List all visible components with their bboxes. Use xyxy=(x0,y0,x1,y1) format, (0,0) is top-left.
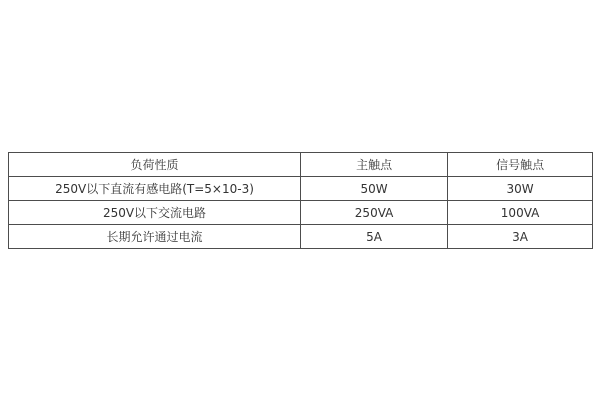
table-cell: 100VA xyxy=(448,201,593,225)
table-row xyxy=(9,177,593,201)
table-cell: 长期允许通过电流 xyxy=(9,225,301,249)
table-header-row xyxy=(9,153,593,177)
load-spec-table xyxy=(8,152,593,249)
table-cell: 250V以下直流有感电路(T=5×10-3) xyxy=(9,177,301,201)
table-cell: 250V以下交流电路 xyxy=(9,201,301,225)
table-cell: 5A xyxy=(301,225,448,249)
header-cell-main-contact: 主触点 xyxy=(301,153,448,177)
table-cell: 50W xyxy=(301,177,448,201)
table-row xyxy=(9,201,593,225)
table-cell: 250VA xyxy=(301,201,448,225)
table-row xyxy=(9,225,593,249)
table-cell: 3A xyxy=(448,225,593,249)
header-cell-signal-contact: 信号触点 xyxy=(448,153,593,177)
header-cell-load-nature: 负荷性质 xyxy=(9,153,301,177)
table-cell: 30W xyxy=(448,177,593,201)
